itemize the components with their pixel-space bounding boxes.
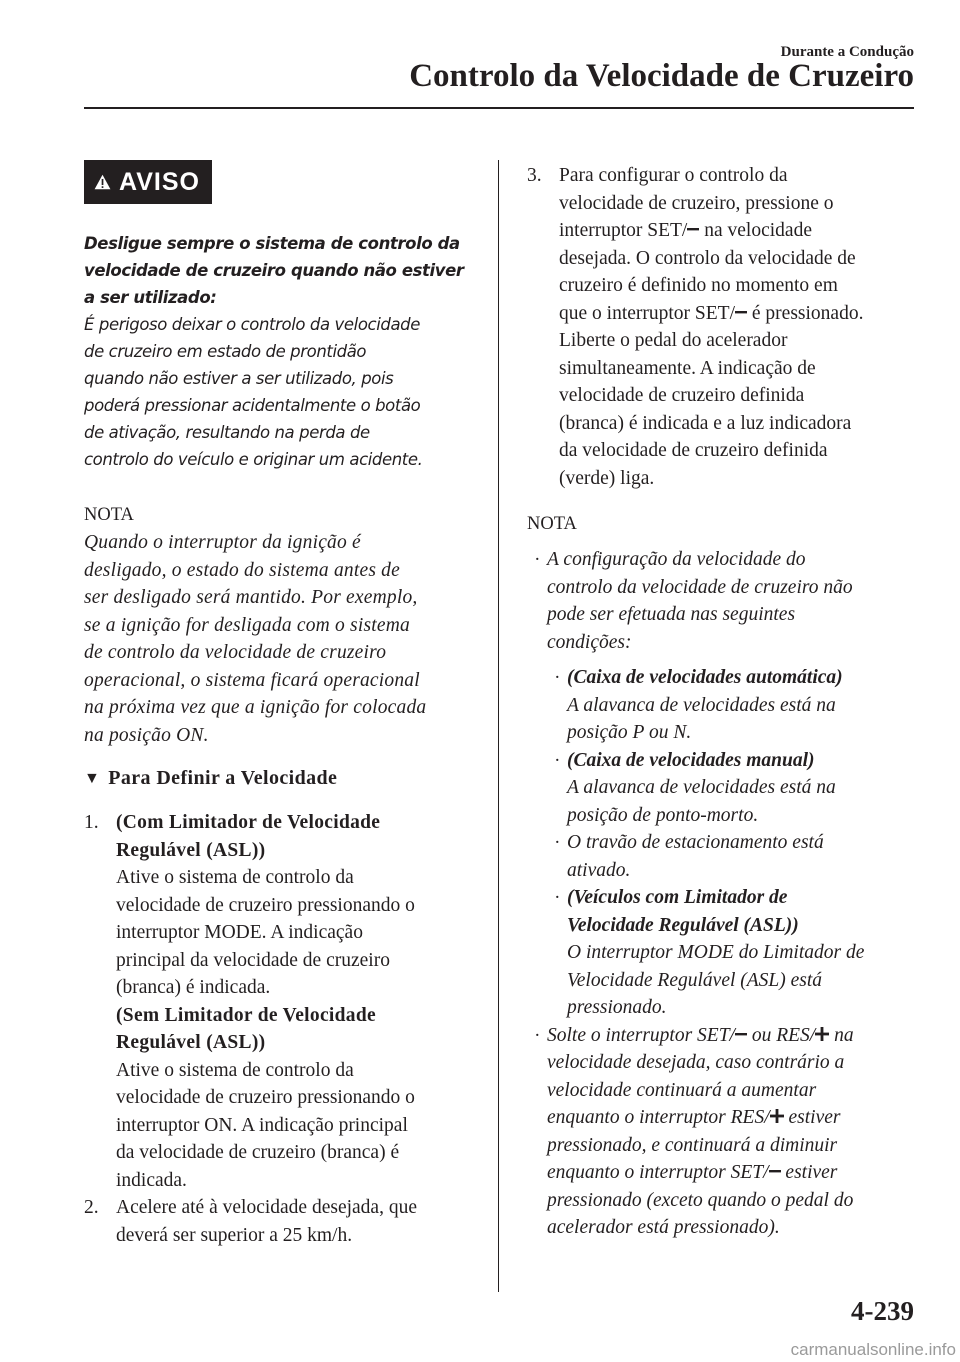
note-line: posição P ou N. (567, 722, 692, 743)
note-line: velocidade continuará a aumentar (547, 1079, 817, 1101)
note-line: ser desligado será mantido. Por exemplo, (84, 587, 418, 608)
note-line: operacional, o sistema ficará operacional (84, 669, 420, 691)
note-subbullet (547, 829, 919, 884)
note-line: A configuração da velocidade do (547, 549, 806, 570)
plus-icon (770, 1109, 784, 1123)
step-line: (verde) liga. (559, 467, 655, 489)
warning-badge-label: AVISO (119, 167, 200, 196)
note-bullet-text (547, 546, 853, 656)
note-line: posição de ponto-morto. (567, 804, 759, 826)
step-line: cruzeiro é definido no momento em (559, 275, 838, 296)
step-line: deverá ser superior a 25 km/h. (116, 1224, 353, 1246)
note-subbullet-text (567, 884, 864, 1022)
step-text: é pressionado. (747, 302, 864, 324)
note-text: enquanto o interruptor RES/ (547, 1107, 770, 1128)
note-label: NOTA (84, 505, 134, 525)
right-column (527, 160, 919, 1242)
step-line: da velocidade de cruzeiro (branca) é (116, 1142, 400, 1163)
note-line (547, 1104, 854, 1132)
note-line: velocidade desejada, caso contrário a (547, 1052, 845, 1073)
page-title: Controlo da Velocidade de Cruzeiro (409, 58, 914, 94)
note-line: O travão de estacionamento está (567, 832, 824, 853)
warning-body-line: de ativação, resultando na perda de (84, 423, 370, 442)
warning-heading-line: velocidade de cruzeiro quando não estiver (84, 261, 464, 280)
step-text: na velocidade (699, 220, 812, 241)
note-line: pressionado. (567, 997, 667, 1018)
warning-body-line: controlo do veículo e originar um acidente. (84, 450, 423, 469)
step-2 (84, 1194, 476, 1249)
minus-icon (735, 305, 747, 319)
step-line: Ative o sistema de controlo da (116, 867, 354, 888)
step-body (559, 162, 919, 492)
note-bullet-text (547, 1022, 854, 1242)
note-line: de controlo da velocidade de cruzeiro (84, 642, 387, 663)
warning-badge (84, 160, 212, 204)
warning-heading (84, 230, 476, 311)
step-number: 2. (84, 1197, 99, 1218)
note-subheading: (Veículos com Limitador de (567, 887, 788, 908)
step-line: velocidade de cruzeiro pressionando o (116, 894, 415, 916)
note-text: Solte o interruptor SET/ (547, 1024, 735, 1046)
bullet-dot-icon: · (554, 749, 560, 771)
note-line: acelerador está pressionado). (547, 1217, 780, 1238)
note-line: condições: (547, 631, 632, 653)
watermark: carmanualsonline.info (790, 1340, 956, 1359)
note-bullet (527, 1022, 919, 1242)
note-line (547, 1159, 854, 1187)
note-text: enquanto o interruptor SET/ (547, 1162, 769, 1183)
minus-icon (687, 222, 699, 236)
plus-icon (815, 1027, 829, 1041)
step-line: simultaneamente. A indicação de (559, 357, 816, 379)
note-subbullet (547, 747, 919, 830)
bullet-dot-icon: · (554, 887, 560, 908)
warning-body-line: quando não estiver a ser utilizado, pois (84, 369, 394, 388)
triangle-marker-icon: ▼ (84, 770, 101, 787)
section-heading-text: Para Definir a Velocidade (108, 767, 338, 789)
note-line (547, 1022, 854, 1050)
step-body (116, 1194, 476, 1249)
step-line: Acelere até à velocidade desejada, que (116, 1197, 417, 1218)
step-line: velocidade de cruzeiro pressionando o (116, 1087, 415, 1108)
note-line: controlo da velocidade de cruzeiro não (547, 576, 853, 598)
note-line: O interruptor MODE do Limitador de (567, 942, 865, 963)
minus-icon (769, 1164, 781, 1178)
note-subbullet-text (567, 747, 836, 830)
note-line: ativado. (567, 859, 631, 881)
step-line: Ative o sistema de controlo da (116, 1059, 354, 1081)
note-line: pressionado, e continuará a diminuir (547, 1134, 838, 1156)
step-line: principal da velocidade de cruzeiro (116, 949, 390, 971)
step-line: da velocidade de cruzeiro definida (559, 440, 828, 461)
warning-heading-line: Desligue sempre o sistema de controlo da (84, 234, 460, 253)
step-subheading: (Sem Limitador de Velocidade (116, 1004, 376, 1026)
step-line: (branca) é indicada. (116, 977, 271, 998)
step-line: desejada. O controlo da velocidade de (559, 247, 856, 269)
note-subbullet-text (567, 829, 824, 884)
note-subheading: Velocidade Regulável (ASL)) (567, 914, 799, 936)
warning-body-line: de cruzeiro em estado de prontidão (84, 342, 367, 361)
warning-heading-line: a ser utilizado: (84, 288, 217, 307)
step-subheading: (Com Limitador de Velocidade (116, 812, 381, 833)
note-line: se a ignição for desligada com o sistema (84, 614, 410, 636)
bullet-dot-icon: · (554, 667, 560, 688)
column-divider (498, 160, 499, 1292)
step-line: (branca) é indicada e a luz indicadora (559, 412, 852, 434)
note-subbullet (547, 664, 919, 747)
note-line: Quando o interruptor da ignição é (84, 532, 361, 553)
note-text: na (829, 1024, 854, 1046)
bullet-dot-icon: · (534, 549, 540, 570)
note-line: A alavanca de velocidades está na (567, 694, 836, 716)
note-subbullet (547, 884, 919, 1022)
step-line: interruptor MODE. A indicação (116, 922, 363, 943)
note-subheading: (Caixa de velocidades manual) (567, 749, 815, 771)
header-rule (84, 107, 914, 109)
step-1 (84, 809, 476, 1194)
note-line: pode ser efetuada nas seguintes (547, 604, 796, 625)
note-line: na posição ON. (84, 724, 209, 746)
step-number: 3. (527, 165, 542, 186)
note-label: NOTA (527, 514, 577, 534)
minus-icon (735, 1027, 747, 1041)
warning-triangle-icon (94, 169, 111, 195)
note-bullet (527, 546, 919, 656)
note-text: ou RES/ (746, 1024, 816, 1046)
warning-body (84, 311, 476, 473)
step-body (116, 809, 476, 1194)
left-column (84, 160, 476, 1249)
note-line: desligado, o estado do sistema antes de (84, 559, 400, 581)
section-heading (84, 763, 476, 795)
note-line: pressionado (exceto quando o pedal do (547, 1189, 854, 1211)
note-subheading: (Caixa de velocidades automática) (567, 667, 843, 688)
page-number: 4-239 (851, 1296, 914, 1326)
step-line: indicada. (116, 1169, 187, 1191)
step-line: velocidade de cruzeiro, pressione o (559, 192, 834, 214)
note-sublist (527, 664, 919, 1022)
note-text: estiver (783, 1107, 841, 1128)
note-text: estiver (780, 1162, 838, 1183)
note-body (84, 529, 476, 749)
note-line: Velocidade Regulável (ASL) está (567, 969, 823, 991)
bullet-dot-icon: · (534, 1024, 540, 1046)
warning-body-line: É perigoso deixar o controlo da velocidade (84, 315, 421, 334)
step-line: Para configurar o controlo da (559, 165, 788, 186)
step-line: velocidade de cruzeiro definida (559, 385, 805, 406)
step-text: que o interruptor SET/ (559, 302, 736, 324)
note-line: A alavanca de velocidades está na (567, 777, 836, 798)
bullet-dot-icon: · (554, 832, 560, 853)
note-line: na próxima vez que a ignição for colocada (84, 697, 427, 718)
step-line (559, 217, 919, 245)
header-section-label: Durante a Condução (780, 44, 914, 60)
step-number: 1. (84, 812, 99, 833)
note-subbullet-text (567, 664, 843, 747)
step-line: Liberte o pedal do acelerador (559, 330, 788, 351)
step-subheading: Regulável (ASL)) (116, 839, 266, 861)
step-line (559, 300, 919, 328)
step-line: interruptor ON. A indicação principal (116, 1114, 408, 1136)
step-3 (527, 162, 919, 492)
step-subheading: Regulável (ASL)) (116, 1032, 266, 1053)
warning-body-line: poderá pressionar acidentalmente o botão (84, 396, 421, 415)
step-text: interruptor SET/ (559, 220, 688, 241)
